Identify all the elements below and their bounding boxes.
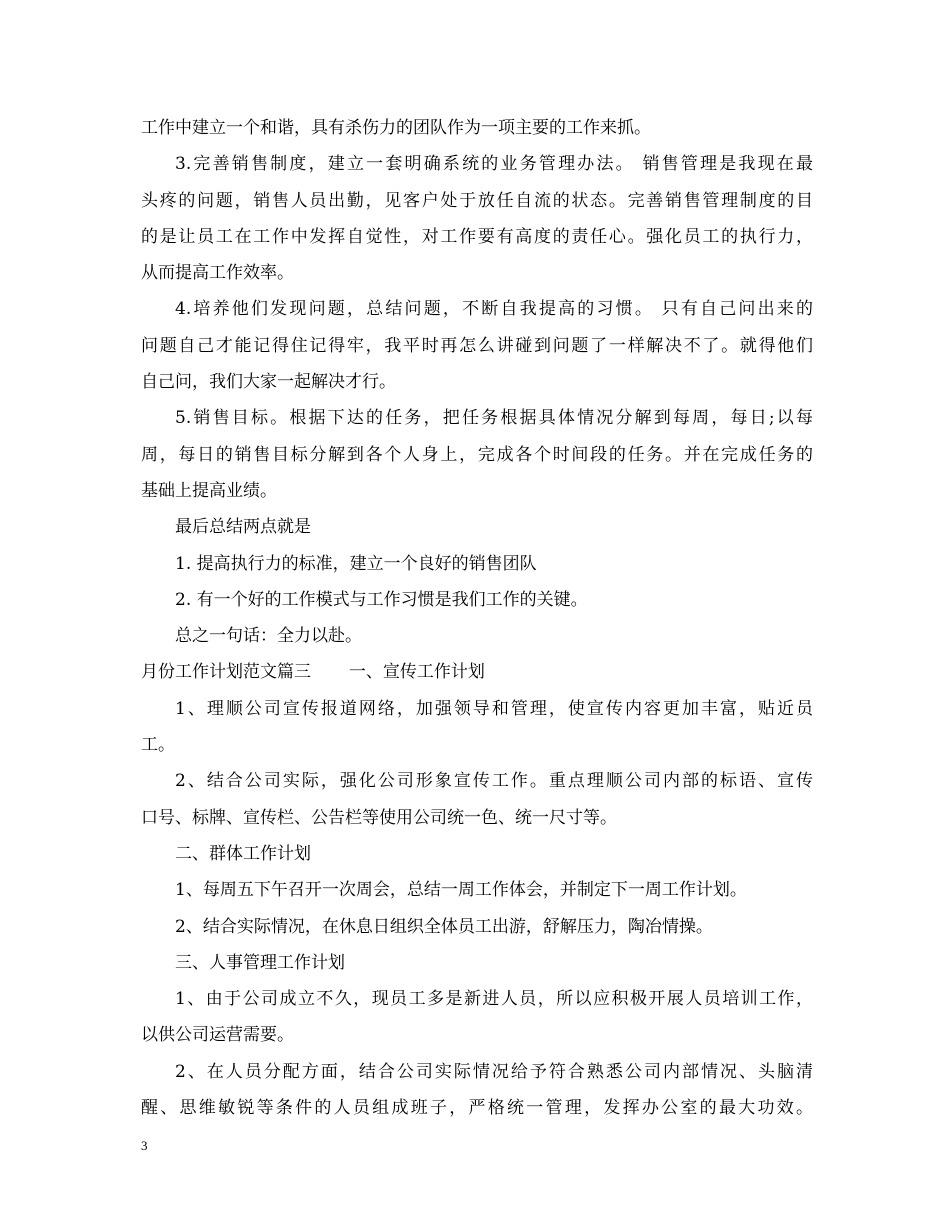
text-line: 1. 提高执行力的标准，建立一个良好的销售团队 — [175, 553, 537, 574]
document-body — [141, 110, 813, 1126]
text-line: 以供公司运营需要。 — [141, 1025, 294, 1046]
text-line: 2、结合实际情况，在休息日组织全体员工出游，舒解压力，陶冶情操。 — [175, 916, 713, 937]
text-line: 5.销售目标。根据下达的任务，把任务根据具体情况分解到每周，每日;以每 — [175, 408, 813, 429]
text-line: 总之一句话：全力以赴。 — [175, 626, 362, 647]
text-line: 2、在人员分配方面，结合公司实际情况给予符合熟悉公司内部情况、头脑清 — [175, 1061, 813, 1082]
text-line: 自己问，我们大家一起解决才行。 — [141, 372, 396, 393]
text-line: 口号、标牌、宣传栏、公告栏等使用公司统一色、统一尺寸等。 — [141, 807, 617, 828]
text-line: 最后总结两点就是 — [175, 517, 311, 538]
text-line: 问题自己才能记得住记得牢，我平时再怎么讲碰到问题了一样解决不了。就得他们 — [141, 335, 813, 356]
text-line: 基础上提高业绩。 — [141, 480, 277, 501]
text-line: 的是让员工在工作中发挥自觉性，对工作要有高度的责任心。强化员工的执行力， — [141, 226, 813, 247]
text-line: 4.培养他们发现问题，总结问题，不断自我提高的习惯。 只有自己问出来的 — [175, 299, 813, 320]
text-line: 周，每日的销售目标分解到各个人身上，完成各个时间段的任务。并在完成任务的 — [141, 444, 813, 465]
section-heading: 三、人事管理工作计划 — [175, 952, 345, 973]
text-line: 2、结合公司实际，强化公司形象宣传工作。重点理顺公司内部的标语、宣传 — [175, 771, 813, 792]
text-line: 从而提高工作效率。 — [141, 263, 294, 284]
page-number: 3 — [141, 1138, 148, 1153]
text-line: 醒、思维敏锐等条件的人员组成班子，严格统一管理，发挥办公室的最大功效。 — [141, 1098, 813, 1119]
text-line: 头疼的问题，销售人员出勤，见客户处于放任自流的状态。完善销售管理制度的目 — [141, 190, 813, 211]
text-line: 工作中建立一个和谐，具有杀伤力的团队作为一项主要的工作来抓。 — [141, 118, 651, 138]
text-line: 1、由于公司成立不久，现员工多是新进人员，所以应积极开展人员培训工作， — [175, 989, 813, 1010]
section-heading: 二、群体工作计划 — [175, 843, 311, 864]
section-heading: 月份工作计划范文篇三 一、宣传工作计划 — [141, 662, 485, 683]
text-line: 2. 有一个好的工作模式与工作习惯是我们工作的关键。 — [175, 589, 588, 610]
text-line: 工。 — [141, 735, 175, 756]
text-line: 1、每周五下午召开一次周会，总结一周工作体会，并制定下一周工作计划。 — [175, 880, 747, 901]
text-line: 1、理顺公司宣传报道网络，加强领导和管理，使宣传内容更加丰富，贴近员 — [175, 698, 813, 719]
text-line: 3.完善销售制度，建立一套明确系统的业务管理办法。 销售管理是我现在最 — [175, 154, 813, 175]
